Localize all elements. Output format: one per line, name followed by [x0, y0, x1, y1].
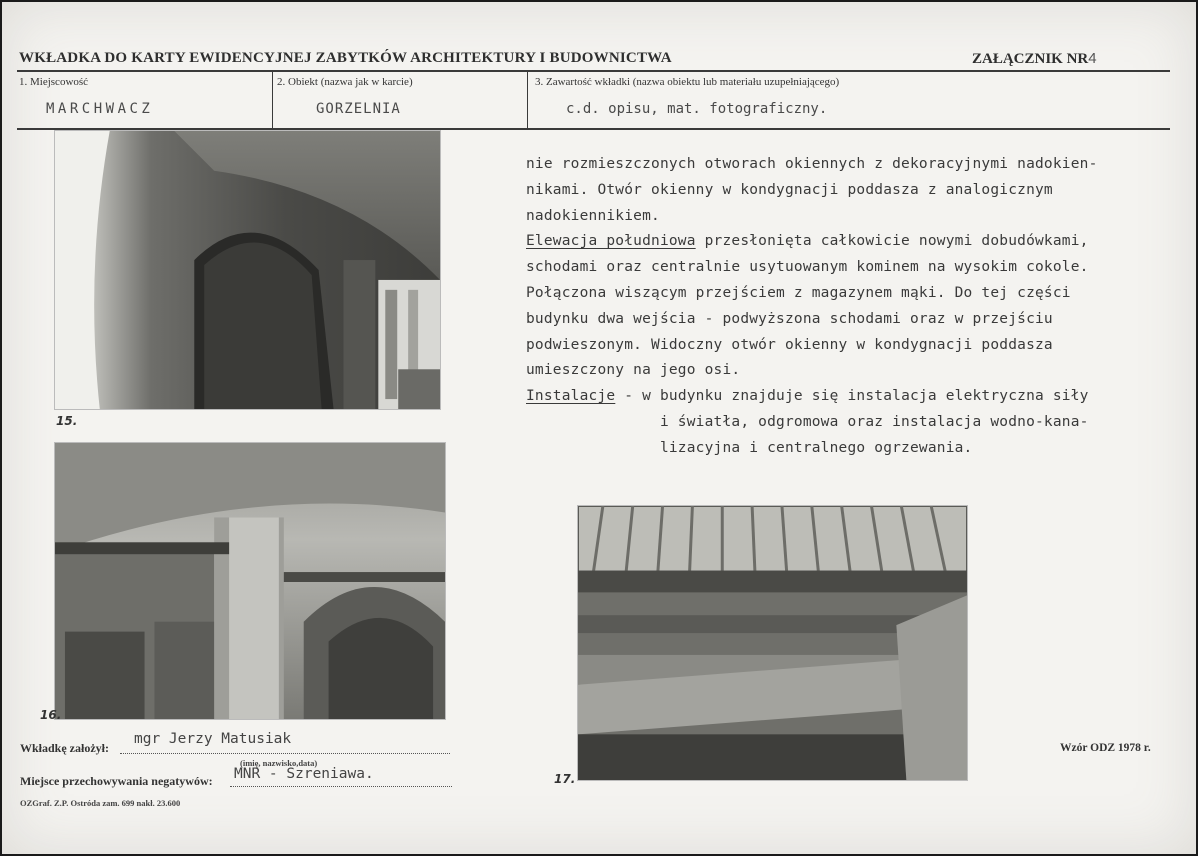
text-line-rest: schodami oraz centralnie usytuowanym kominem na wysokim cokole. — [526, 259, 1089, 276]
text-line — [526, 436, 1176, 462]
text-line-emphasis: Instalacje — [526, 388, 616, 405]
text-line-rest: budynku dwa wejścia - podwyższona schodami oraz w przejściu — [526, 310, 1053, 327]
annex-label-text: ZAŁĄCZNIK NR — [972, 51, 1089, 67]
content-value: c.d. opisu, mat. fotograficzny. — [566, 101, 828, 117]
text-line-rest: i światła, odgromowa oraz instalacja wodno-kana- — [526, 413, 1089, 430]
text-line — [526, 152, 1176, 178]
compiler-dotted-line — [120, 753, 450, 754]
text-line — [526, 333, 1176, 359]
object-value: GORZELNIA — [316, 101, 401, 117]
text-line-rest: nie rozmieszczonych otworach okiennych z dekoracyjnymi nadokien- — [526, 156, 1098, 172]
locality-label: 1. Miejscowość — [19, 76, 89, 88]
text-line — [526, 410, 1176, 436]
publisher-note: OZGraf. Z.P. Ostróda zam. 699 nakł. 23.600 — [20, 798, 181, 808]
photo-16-number: 16. — [40, 708, 62, 722]
content-label: 3. Zawartość wkładki (nazwa obiektu lub materiału uzupełniającego) — [535, 76, 840, 88]
compiler-hint: (imię, nazwisko,data) — [240, 758, 318, 768]
compiler-value: mgr Jerzy Matusiak — [134, 731, 292, 747]
document-sheet — [2, 2, 1196, 854]
text-line-rest: nikami. Otwór okienny w kondygnacji poddasza z analogicznym — [526, 181, 1053, 198]
document-title: WKŁADKA DO KARTY EWIDENCYJNEJ ZABYTKÓW ARCHITEKTURY I BUDOWNICTWA — [19, 50, 672, 66]
text-line — [526, 307, 1176, 333]
annex-label — [972, 50, 1097, 68]
field-divider-2 — [527, 72, 528, 128]
text-line — [526, 255, 1176, 281]
form-version: Wzór ODZ 1978 r. — [1060, 742, 1151, 754]
description-text — [526, 152, 1176, 462]
field-divider-1 — [272, 72, 273, 128]
text-line-rest: Połączona wiszącym przejściem z magazynem mąki. Do tej części — [526, 284, 1071, 301]
object-label: 2. Obiekt (nazwa jak w karcie) — [277, 76, 413, 88]
photo-16-interior-pillar — [54, 442, 446, 720]
compiler-label: Wkładkę założył: — [20, 741, 109, 755]
photo-17-number: 17. — [554, 772, 576, 786]
photo-15-number: 15. — [56, 414, 78, 428]
header-rule-top — [17, 70, 1170, 72]
text-line — [526, 281, 1176, 307]
text-line-rest: lizacyjna i centralnego ogrzewania. — [526, 439, 973, 456]
text-line — [526, 358, 1176, 384]
text-line-rest: - w budynku znajduje się instalacja elektryczna siły — [615, 388, 1089, 405]
text-line — [526, 229, 1176, 255]
storage-dotted-line — [230, 786, 452, 787]
storage-label: Miejsce przechowywania negatywów: — [20, 774, 213, 788]
storage-value: MNR - Szreniawa. — [234, 766, 374, 782]
text-line — [526, 178, 1176, 204]
text-line-rest: nadokiennikiem. — [526, 207, 660, 224]
photo-15-vaulted-passage — [54, 130, 441, 410]
text-line-rest: przesłonięta całkowicie nowymi dobudówkami, — [695, 233, 1089, 250]
text-line — [526, 384, 1176, 410]
text-line-rest: umieszczony na jego osi. — [526, 362, 741, 379]
text-line — [526, 204, 1176, 230]
locality-value: MARCHWACZ — [46, 101, 154, 117]
text-line-emphasis: Elewacja południowa — [526, 233, 696, 250]
annex-number: 4 — [1088, 50, 1097, 67]
text-line-rest: podwieszonym. Widoczny otwór okienny w kondygnacji poddasza — [526, 336, 1053, 353]
photo-17-wooden-ceiling — [577, 505, 968, 781]
